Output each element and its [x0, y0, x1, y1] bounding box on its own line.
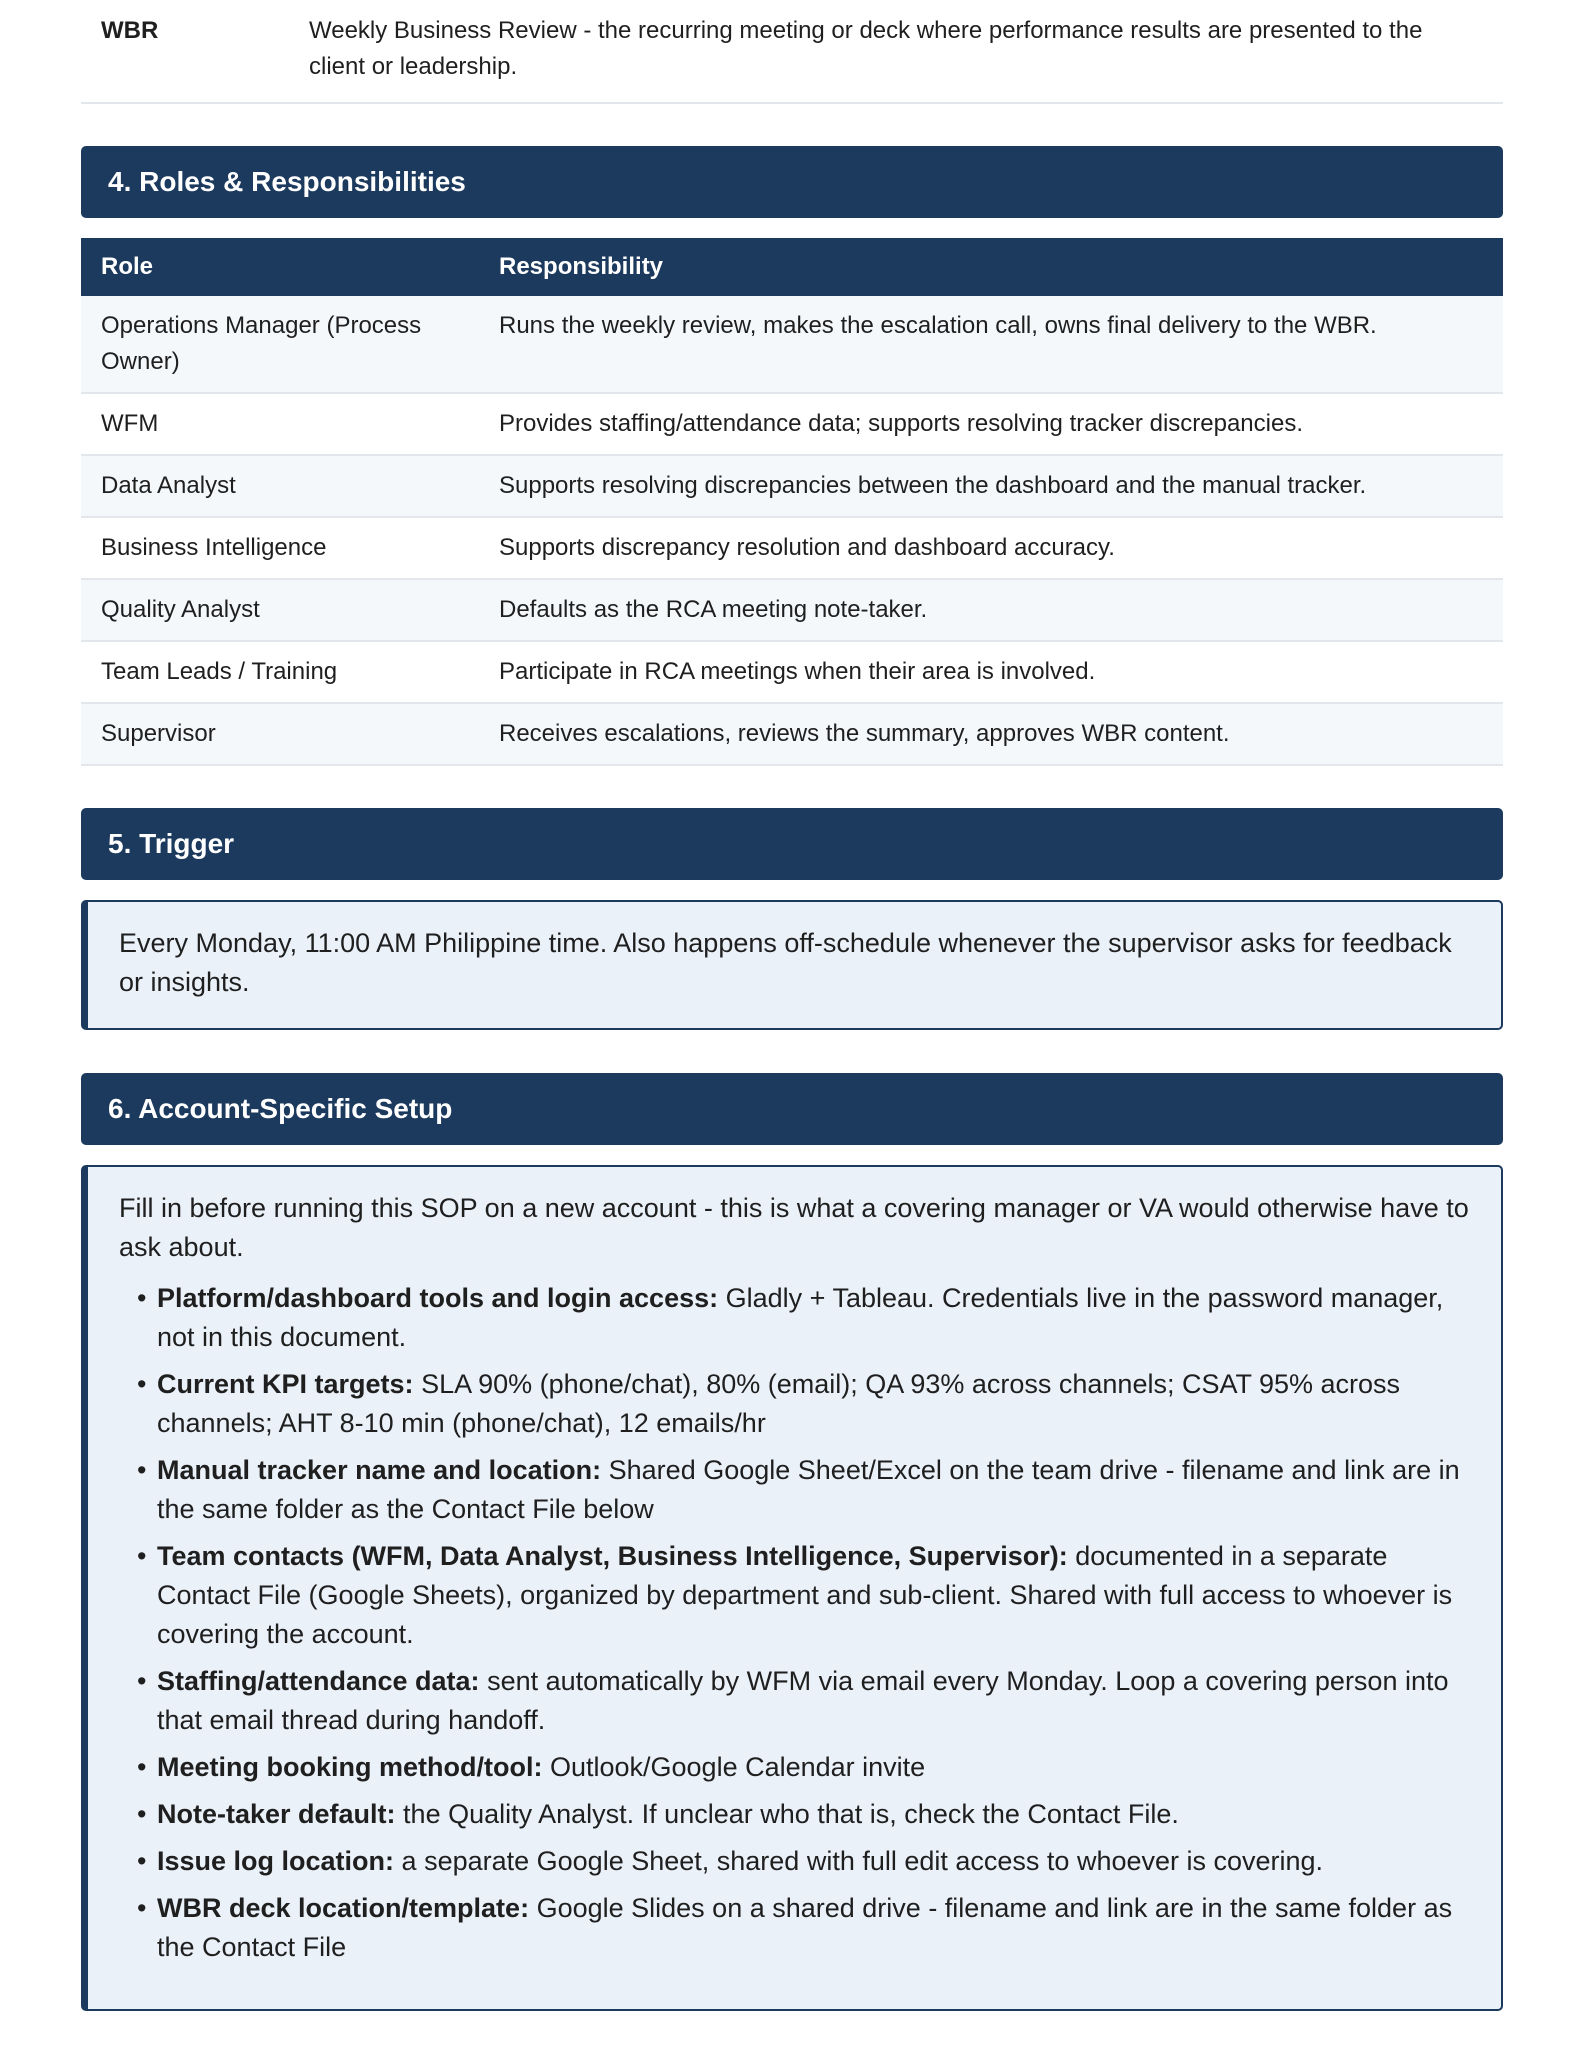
list-item	[119, 1889, 1471, 1967]
item-text: SLA 90% (phone/chat), 80% (email); QA 93% across channels; CSAT 95% across channels; AHT 8-10 min (phone/chat), 12 emails/hr	[157, 1369, 1401, 1438]
item-label: Platform/dashboard tools and login access:	[157, 1283, 719, 1313]
section-header-roles: 4. Roles & Responsibilities	[81, 146, 1503, 218]
role-cell: Supervisor	[81, 703, 479, 765]
table-row	[81, 393, 1503, 455]
list-item	[119, 1795, 1471, 1834]
item-text: a separate Google Sheet, shared with full edit access to whoever is covering.	[401, 1846, 1324, 1876]
list-item	[119, 1842, 1471, 1881]
roles-table-header	[81, 238, 1503, 296]
list-item	[119, 1662, 1471, 1740]
item-text: Gladly + Tableau. Credentials live in the password manager, not in this document.	[157, 1283, 1444, 1352]
role-cell: Data Analyst	[81, 455, 479, 517]
role-cell: Quality Analyst	[81, 579, 479, 641]
table-row	[81, 517, 1503, 579]
item-text: Google Slides on a shared drive - filename and link are in the same folder as the Contact File	[157, 1893, 1453, 1962]
item-label: Issue log location:	[157, 1846, 395, 1876]
item-text: Outlook/Google Calendar invite	[549, 1752, 926, 1782]
item-text: documented in a separate Contact File (Google Sheets), organized by department and sub-client. Shared with full access to whoever is covering the account.	[157, 1541, 1453, 1649]
responsibility-cell: Supports discrepancy resolution and dashboard accuracy.	[479, 517, 1503, 579]
item-text: sent automatically by WFM via email every Monday. Loop a covering person into that email thread during handoff.	[157, 1666, 1449, 1735]
role-cell: Operations Manager (Process Owner)	[81, 296, 479, 393]
account-setup-list	[119, 1279, 1471, 1967]
item-text: Shared Google Sheet/Excel on the team drive - filename and link are in the same folder as the Contact File below	[157, 1455, 1460, 1524]
list-item	[119, 1279, 1471, 1357]
section-header-account-setup: 6. Account-Specific Setup	[81, 1073, 1503, 1145]
table-row	[81, 579, 1503, 641]
item-text: the Quality Analyst. If unclear who that is, check the Contact File.	[403, 1799, 1179, 1829]
column-header-role: Role	[81, 238, 479, 296]
trigger-text: Every Monday, 11:00 AM Philippine time. Also happens off-schedule whenever the supervisor asks for feedback or insights.	[119, 928, 1452, 997]
account-setup-intro: Fill in before running this SOP on a new account - this is what a covering manager or VA would otherwise have to ask about.	[119, 1193, 1469, 1262]
item-label: Team contacts (WFM, Data Analyst, Business Intelligence, Supervisor):	[157, 1541, 1068, 1571]
item-label: Manual tracker name and location:	[157, 1455, 602, 1485]
list-item	[119, 1748, 1471, 1787]
bullet-icon: •	[137, 1799, 147, 1829]
list-item	[119, 1451, 1471, 1529]
column-header-responsibility: Responsibility	[479, 238, 1503, 296]
item-label: WBR deck location/template:	[157, 1893, 530, 1923]
bullet-icon: •	[137, 1666, 147, 1696]
responsibility-cell: Participate in RCA meetings when their area is involved.	[479, 641, 1503, 703]
account-setup-callout	[81, 1165, 1503, 2011]
bullet-icon: •	[137, 1541, 147, 1571]
table-row	[81, 703, 1503, 765]
role-cell: Team Leads / Training	[81, 641, 479, 703]
list-item	[119, 1365, 1471, 1443]
bullet-icon: •	[137, 1455, 147, 1485]
item-label: Current KPI targets:	[157, 1369, 414, 1399]
responsibility-cell: Runs the weekly review, makes the escalation call, owns final delivery to the WBR.	[479, 296, 1503, 393]
glossary-row	[81, 0, 1503, 104]
item-label: Meeting booking method/tool:	[157, 1752, 543, 1782]
responsibility-cell: Defaults as the RCA meeting note-taker.	[479, 579, 1503, 641]
bullet-icon: •	[137, 1369, 147, 1399]
bullet-icon: •	[137, 1893, 147, 1923]
role-cell: Business Intelligence	[81, 517, 479, 579]
table-row	[81, 296, 1503, 393]
table-row	[81, 455, 1503, 517]
document-page	[81, 0, 1503, 2011]
bullet-icon: •	[137, 1846, 147, 1876]
glossary-definition: Weekly Business Review - the recurring meeting or deck where performance results are presented to the client or leadership.	[309, 17, 1423, 80]
bullet-icon: •	[137, 1752, 147, 1782]
item-label: Note-taker default:	[157, 1799, 396, 1829]
trigger-callout	[81, 900, 1503, 1030]
roles-table	[81, 238, 1503, 766]
responsibility-cell: Receives escalations, reviews the summary, approves WBR content.	[479, 703, 1503, 765]
glossary-term: WBR	[101, 17, 159, 44]
table-row	[81, 641, 1503, 703]
role-cell: WFM	[81, 393, 479, 455]
section-header-trigger: 5. Trigger	[81, 808, 1503, 880]
item-label: Staffing/attendance data:	[157, 1666, 480, 1696]
responsibility-cell: Supports resolving discrepancies between the dashboard and the manual tracker.	[479, 455, 1503, 517]
bullet-icon: •	[137, 1283, 147, 1313]
responsibility-cell: Provides staffing/attendance data; supports resolving tracker discrepancies.	[479, 393, 1503, 455]
list-item	[119, 1537, 1471, 1654]
